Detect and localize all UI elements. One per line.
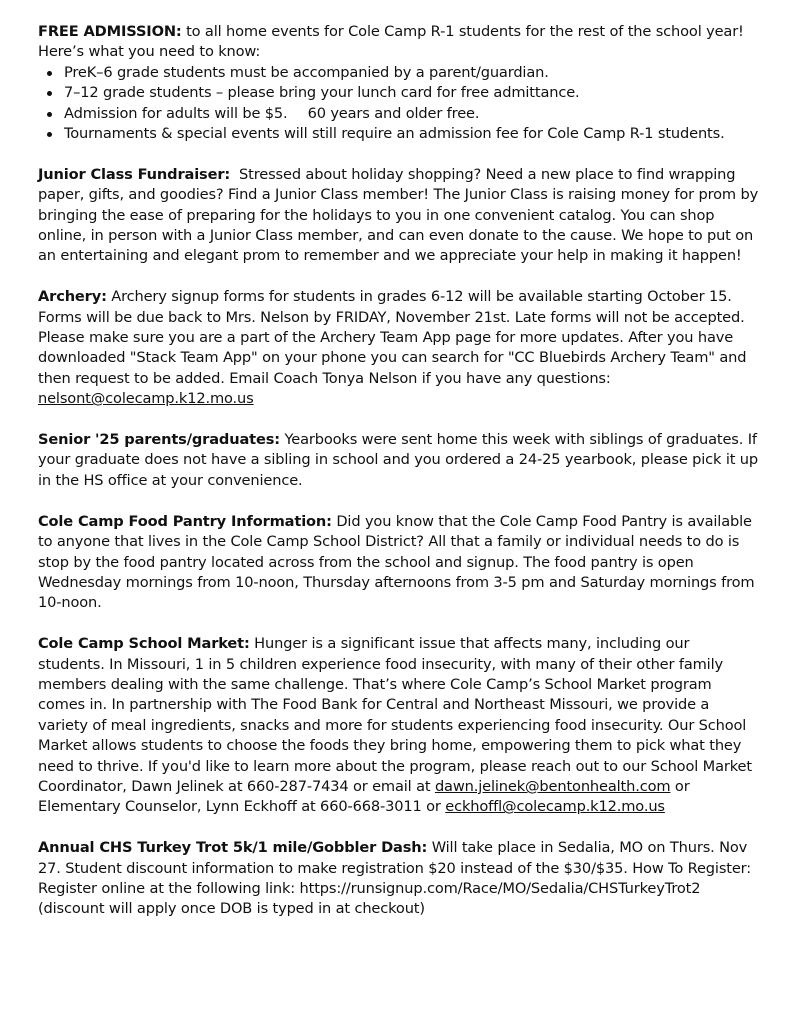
junior-class-heading: Junior Class Fundraiser: xyxy=(38,165,231,183)
turkey-trot-section xyxy=(38,838,760,920)
archery-text: Archery signup forms for students in grades 6-12 will be available starting October 15. Forms will be due back to Mrs. Nelson by FRIDAY, November 21st. Late forms will not be accepted. Please make sure you are a part of the Archery Team App page for more updates. After you have downloaded "Stack Team App" on your phone you can search for "CC Bluebirds Archery Team" and then request to be added. Email Coach Tonya Nelson if you have any questions: xyxy=(38,288,747,387)
bullet-item: Tournaments & special events will still require an admission fee for Cole Camp R-1 students. xyxy=(64,124,760,144)
turkey-trot-heading: Annual CHS Turkey Trot 5k/1 mile/Gobbler Dash: xyxy=(38,839,428,857)
junior-class-section xyxy=(38,165,763,267)
archery-heading: Archery: xyxy=(38,288,107,306)
dawn-email-link[interactable]: dawn.jelinek@bentonhealth.com xyxy=(434,777,671,795)
free-admission-heading: FREE ADMISSION: xyxy=(38,23,182,40)
free-admission-section xyxy=(38,22,760,144)
seniors-free-note: 60 years and older free. xyxy=(307,104,480,122)
bullet-item: PreK–6 grade students must be accompanied by a parent/guardian. xyxy=(64,63,760,83)
school-market-section xyxy=(38,634,760,818)
school-market-heading: Cole Camp School Market: xyxy=(38,635,250,653)
free-admission-intro: Here’s what you need to know: xyxy=(38,43,261,61)
archery-section xyxy=(38,287,760,409)
food-pantry-heading: Cole Camp Food Pantry Information: xyxy=(38,512,332,530)
school-market-mid-text: or Elementary Counselor, Lynn Eckhoff at 660-668-3011 or xyxy=(38,777,690,816)
free-admission-text: to all home events for Cole Camp R-1 students for the rest of the school year! xyxy=(181,23,744,40)
archery-email-link[interactable]: nelsont@colecamp.k12.mo.us xyxy=(38,390,254,408)
senior-heading: Senior '25 parents/graduates: xyxy=(38,431,280,449)
food-pantry-section xyxy=(38,512,760,614)
junior-class-text: Stressed about holiday shopping? Need a new place to find wrapping paper, gifts, and goodies? Find a Junior Class member! The Junior Class is raising money for prom by bringing the ease of preparing for the holidays to you in one convenient catalog. You can shop online, in person with a Junior Class member, and can even donate to the cause. We hope to put on an entertaining and elegant prom to remember and we appreciate your help in making it happen! xyxy=(38,165,763,265)
bullet-item: 7–12 grade students – please bring your lunch card for free admittance. xyxy=(64,83,760,103)
food-pantry-text: Did you know that the Cole Camp Food Pantry is available to anyone that lives in the Cole Camp School District? All that a family or individual needs to do is stop by the food pantry located across from the school and signup. The food pantry is open Wednesday mornings from 10-noon, Thursday afternoons from 3-5 pm and Saturday mornings from 10-noon. xyxy=(38,512,755,612)
senior-text: Yearbooks were sent home this week with siblings of graduates. If your graduate does not have a sibling in school and you ordered a 24-25 yearbook, please pick it up in the HS office at your convenience. xyxy=(38,431,759,489)
senior-section xyxy=(38,430,760,491)
admission-bullet-list xyxy=(38,63,760,145)
school-market-text: Hunger is a significant issue that affects many, including our students. In Missouri, 1 in 5 children experience food insecurity, with many of their other family members dealing with the same challenge. That’s where Cole Camp’s School Market program comes in. In partnership with The Food Bank for Central and Northeast Missouri, we provide a variety of meal ingredients, snacks and more for students experiencing food insecurity. Our School Market allows students to choose the foods they bring home, empowering them to pick what they need to thrive. If you'd like to learn more about the program, please reach out to our School Market Coordinator, Dawn Jelinek at 660-287-7434 or email at xyxy=(38,635,752,795)
eckhoff-email-link[interactable]: eckhoffl@colecamp.k12.mo.us xyxy=(445,798,665,816)
newsletter-page xyxy=(38,22,763,940)
bullet-item: Admission for adults will be $5. 60 years and older free. xyxy=(64,104,760,124)
turkey-trot-text: Will take place in Sedalia, MO on Thurs. Nov 27. Student discount information to make registration $20 instead of the $30/$35. How To Register: Register online at the following link: https://runsignup.com/Race/MO/Sedalia/CHSTurkeyTrot2 (discount will apply once DOB is typed in at checkout) xyxy=(38,839,752,918)
free-admission-paragraph xyxy=(38,22,760,42)
